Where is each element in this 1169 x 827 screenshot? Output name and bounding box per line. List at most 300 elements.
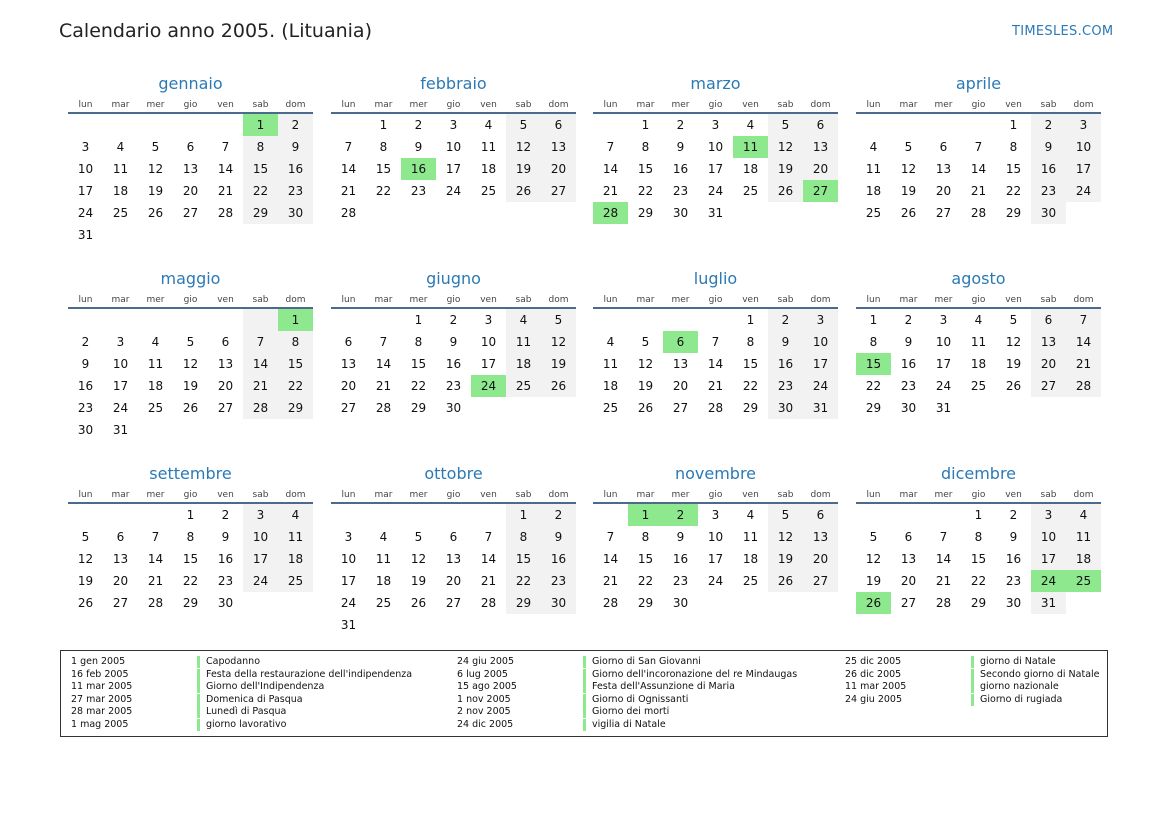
day-cell: 27 [445,596,462,610]
month-name: marzo [690,74,741,93]
weekday-label: mar [111,100,130,110]
day-cell: 17 [935,357,952,371]
holiday-day: 24 [1031,570,1066,592]
day-grid [68,504,313,614]
legend-row [71,719,451,732]
day-cell: 29 [506,592,541,614]
day-cell: 6 [344,335,353,349]
day-cell: 4 [278,504,313,526]
day-cell: 19 [77,574,94,588]
day-cell: 9 [1009,530,1018,544]
weekday-label: dom [810,490,831,500]
day-cell: 8 [974,530,983,544]
day-cell: 11 [375,552,392,566]
day-cell: 9 [449,335,458,349]
day-cell: 11 [112,162,129,176]
day-cell: 13 [803,136,838,158]
weekday-label: ven [742,100,759,110]
empty-cell [961,114,996,136]
day-cell: 25 [375,596,392,610]
weekday-label: mer [146,100,165,110]
day-cell: 27 [541,180,576,202]
day-cell: 10 [1066,136,1101,158]
day-cell: 11 [278,526,313,548]
day-cell: 18 [278,548,313,570]
day-cell: 22 [865,379,882,393]
day-grid [68,114,313,246]
holiday-date: 24 giu 2005 [845,693,902,705]
holiday-day: 28 [593,202,628,224]
day-cell: 11 [970,335,987,349]
holiday-name: Giorno dell'Indipendenza [197,681,324,693]
weekday-label: mer [146,295,165,305]
legend-row [845,656,1169,669]
day-cell: 15 [637,552,654,566]
day-cell: 14 [243,353,278,375]
month-name: settembre [149,464,232,483]
day-cell: 16 [445,357,462,371]
day-cell: 5 [768,114,803,136]
day-cell: 7 [344,140,353,154]
day-cell: 14 [602,162,619,176]
holiday-date: 26 dic 2005 [845,668,902,680]
day-cell: 10 [935,335,952,349]
day-cell: 21 [602,574,619,588]
day-cell: 17 [77,184,94,198]
day-cell: 14 [1066,331,1101,353]
day-cell: 4 [379,530,388,544]
day-cell: 9 [278,136,313,158]
day-cell: 1 [186,508,195,522]
empty-cell [138,504,173,526]
day-cell: 10 [77,162,94,176]
day-cell: 18 [742,552,759,566]
month-name: dicembre [940,464,1017,483]
day-cell: 9 [676,140,685,154]
day-cell: 7 [711,335,720,349]
weekday-label: mar [899,100,918,110]
weekday-label: lun [603,100,618,110]
day-cell: 2 [904,313,913,327]
day-cell: 29 [278,397,313,419]
weekday-label: lun [603,295,618,305]
day-cell: 21 [1066,353,1101,375]
weekday-label: mer [409,490,428,500]
day-cell: 23 [541,570,576,592]
day-cell: 1 [746,313,755,327]
day-cell: 27 [672,401,689,415]
month-gennaio [68,72,313,246]
day-cell: 18 [602,379,619,393]
weekday-label: lun [866,100,881,110]
weekday-label: lun [603,490,618,500]
weekday-label: dom [285,490,306,500]
legend-row [457,681,837,694]
day-cell: 5 [541,309,576,331]
holiday-name: giorno di Natale [971,656,1056,668]
weekday-label: mar [111,490,130,500]
day-cell: 2 [1009,508,1018,522]
day-cell: 10 [707,530,724,544]
empty-cell [138,309,173,331]
day-cell: 30 [1031,202,1066,224]
day-cell: 27 [935,206,952,220]
holiday-day: 2 [663,504,698,526]
holiday-day: 1 [278,309,313,331]
day-grid [68,309,313,441]
day-cell: 11 [480,140,497,154]
day-cell: 4 [151,335,160,349]
month-name: ottobre [424,464,483,483]
empty-cell [366,309,401,331]
day-cell: 12 [637,357,654,371]
weekday-label: mer [409,100,428,110]
day-cell: 13 [803,526,838,548]
day-cell: 6 [541,114,576,136]
day-cell: 10 [707,140,724,154]
day-cell: 24 [1066,180,1101,202]
day-cell: 14 [480,552,497,566]
day-cell: 22 [375,184,392,198]
day-cell: 3 [939,313,948,327]
day-cell: 12 [1005,335,1022,349]
day-cell: 6 [939,140,948,154]
day-cell: 27 [112,596,129,610]
legend-row [457,694,837,707]
day-cell: 24 [77,206,94,220]
weekday-label: mer [934,100,953,110]
day-cell: 8 [641,530,650,544]
legend-column [845,656,1169,706]
day-cell: 3 [711,118,720,132]
weekday-label: lun [866,295,881,305]
day-cell: 7 [484,530,493,544]
weekday-label: sab [777,490,794,500]
day-cell: 8 [243,136,278,158]
empty-cell [663,309,698,331]
day-cell: 3 [484,313,493,327]
day-cell: 30 [217,596,234,610]
day-cell: 27 [803,570,838,592]
day-cell: 6 [803,504,838,526]
weekday-header [331,98,576,114]
day-cell: 25 [970,379,987,393]
day-cell: 10 [1031,526,1066,548]
day-cell: 10 [112,357,129,371]
legend-row [71,694,451,707]
weekday-label: sab [515,295,532,305]
day-cell: 29 [243,202,278,224]
day-cell: 23 [672,574,689,588]
day-cell: 15 [506,548,541,570]
day-cell: 13 [340,357,357,371]
day-cell: 9 [414,140,423,154]
day-cell: 3 [803,309,838,331]
day-cell: 4 [506,309,541,331]
holiday-date: 11 mar 2005 [71,681,133,693]
month-agosto [856,267,1101,419]
month-name: febbraio [420,74,487,93]
day-cell: 20 [182,184,199,198]
weekday-label: ven [1005,100,1022,110]
day-cell: 27 [217,401,234,415]
weekday-label: sab [1040,100,1057,110]
day-cell: 5 [506,114,541,136]
holiday-name: Domenica di Pasqua [197,694,303,706]
empty-cell [891,114,926,136]
holiday-date: 25 dic 2005 [845,656,902,667]
weekday-label: dom [548,100,569,110]
day-cell: 7 [379,335,388,349]
weekday-label: dom [1073,295,1094,305]
empty-cell [593,504,628,526]
day-cell: 21 [970,184,987,198]
month-maggio [68,267,313,441]
day-cell: 16 [672,552,689,566]
day-cell: 31 [1031,592,1066,614]
day-cell: 21 [375,379,392,393]
day-cell: 7 [243,331,278,353]
day-cell: 5 [768,504,803,526]
day-cell: 21 [602,184,619,198]
empty-cell [401,504,436,526]
day-cell: 8 [414,335,423,349]
day-cell: 16 [900,357,917,371]
day-cell: 23 [278,180,313,202]
day-cell: 23 [1005,574,1022,588]
legend-row [845,669,1169,682]
day-cell: 15 [637,162,654,176]
weekday-label: mar [636,490,655,500]
day-cell: 27 [182,206,199,220]
legend-column [71,656,451,732]
day-cell: 18 [506,353,541,375]
day-cell: 1 [869,313,878,327]
day-cell: 25 [112,206,129,220]
day-cell: 22 [970,574,987,588]
day-cell: 12 [506,136,541,158]
day-cell: 4 [606,335,615,349]
weekday-header [593,293,838,309]
day-cell: 26 [1005,379,1022,393]
weekday-label: ven [480,100,497,110]
day-cell: 16 [541,548,576,570]
weekday-label: ven [217,490,234,500]
weekday-label: gio [971,295,986,305]
day-cell: 10 [445,140,462,154]
holiday-legend [60,650,1108,737]
day-cell: 13 [541,136,576,158]
legend-row [71,669,451,682]
day-cell: 8 [278,331,313,353]
holiday-date: 24 dic 2005 [457,718,514,730]
weekday-label: mer [934,490,953,500]
weekday-label: mar [374,100,393,110]
month-settembre [68,462,313,614]
day-cell: 16 [278,158,313,180]
empty-cell [628,309,663,331]
weekday-label: ven [742,490,759,500]
day-cell: 23 [1031,180,1066,202]
day-cell: 8 [641,140,650,154]
weekday-label: gio [446,295,461,305]
day-cell: 3 [1066,114,1101,136]
day-cell: 23 [768,375,803,397]
day-cell: 6 [803,114,838,136]
day-cell: 30 [541,592,576,614]
day-cell: 18 [375,574,392,588]
day-cell: 3 [81,140,90,154]
day-cell: 23 [77,401,94,415]
weekday-label: mer [146,490,165,500]
day-cell: 25 [278,570,313,592]
day-cell: 31 [340,618,357,632]
day-cell: 23 [672,184,689,198]
day-cell: 13 [112,552,129,566]
day-cell: 18 [970,357,987,371]
day-cell: 19 [768,548,803,570]
day-cell: 6 [1031,309,1066,331]
day-cell: 9 [221,530,230,544]
weekday-label: lun [341,100,356,110]
day-cell: 12 [768,136,803,158]
weekday-label: dom [285,295,306,305]
day-cell: 16 [1005,552,1022,566]
day-cell: 31 [803,397,838,419]
day-cell: 14 [707,357,724,371]
day-cell: 15 [182,552,199,566]
month-marzo [593,72,838,224]
day-cell: 17 [803,353,838,375]
day-cell: 19 [1005,357,1022,371]
holiday-name: Festa dell'Assunzione di Maria [583,681,735,693]
day-cell: 11 [147,357,164,371]
day-cell: 5 [904,140,913,154]
day-cell: 8 [746,335,755,349]
day-cell: 24 [445,184,462,198]
day-cell: 1 [506,504,541,526]
month-name: novembre [674,464,757,483]
brand-link[interactable]: TIMESLES.COM [1012,24,1114,39]
day-cell: 23 [445,379,462,393]
weekday-label: dom [548,490,569,500]
day-cell: 21 [480,574,497,588]
weekday-label: mar [636,100,655,110]
holiday-name: giorno nazionale [971,681,1059,693]
weekday-label: dom [548,295,569,305]
day-cell: 4 [974,313,983,327]
day-cell: 7 [221,140,230,154]
month-name: agosto [951,269,1006,288]
day-cell: 1 [641,118,650,132]
day-cell: 14 [602,552,619,566]
day-cell: 17 [1031,548,1066,570]
holiday-day: 1 [628,504,663,526]
legend-row [845,681,1169,694]
day-cell: 31 [935,401,952,415]
empty-cell [103,309,138,331]
day-cell: 25 [147,401,164,415]
day-cell: 1 [379,118,388,132]
empty-cell [593,309,628,331]
day-cell: 20 [541,158,576,180]
day-grid [331,309,576,419]
day-cell: 25 [506,375,541,397]
day-cell: 24 [935,379,952,393]
weekday-label: ven [1005,490,1022,500]
day-grid [331,504,576,636]
weekday-label: mar [636,295,655,305]
weekday-label: sab [777,100,794,110]
day-cell: 5 [81,530,90,544]
day-cell: 23 [217,574,234,588]
day-grid [856,504,1101,614]
day-cell: 26 [541,375,576,397]
day-cell: 4 [1066,504,1101,526]
day-cell: 9 [541,526,576,548]
day-cell: 30 [672,206,689,220]
day-grid [856,309,1101,419]
weekday-header [331,488,576,504]
day-cell: 26 [147,206,164,220]
holiday-name: Festa della restaurazione dell'indipendenza [197,669,412,681]
day-cell: 19 [768,158,803,180]
day-cell: 19 [147,184,164,198]
empty-cell [243,309,278,331]
day-cell: 21 [217,184,234,198]
day-cell: 20 [803,548,838,570]
day-cell: 22 [410,379,427,393]
day-cell: 30 [672,596,689,610]
day-cell: 9 [768,331,803,353]
day-cell: 29 [182,596,199,610]
holiday-day: 25 [1066,570,1101,592]
weekday-label: lun [78,490,93,500]
day-cell: 12 [147,162,164,176]
day-cell: 13 [217,357,234,371]
day-cell: 6 [116,530,125,544]
empty-cell [173,114,208,136]
day-cell: 12 [410,552,427,566]
day-cell: 13 [935,162,952,176]
holiday-date: 16 feb 2005 [71,668,129,680]
day-cell: 7 [1066,309,1101,331]
legend-row [457,719,837,732]
day-cell: 8 [379,140,388,154]
month-ottobre [331,462,576,636]
day-cell: 9 [676,530,685,544]
empty-cell [471,504,506,526]
day-cell: 16 [77,379,94,393]
empty-cell [856,504,891,526]
day-cell: 2 [81,335,90,349]
day-cell: 5 [641,335,650,349]
empty-cell [331,309,366,331]
legend-column [457,656,837,732]
empty-cell [68,504,103,526]
day-grid [593,504,838,614]
day-cell: 23 [900,379,917,393]
weekday-label: dom [1073,490,1094,500]
weekday-label: mar [374,295,393,305]
weekday-label: sab [515,100,532,110]
day-cell: 11 [865,162,882,176]
day-cell: 28 [243,397,278,419]
empty-cell [698,309,733,331]
weekday-header [856,488,1101,504]
day-cell: 22 [637,184,654,198]
day-cell: 26 [182,401,199,415]
